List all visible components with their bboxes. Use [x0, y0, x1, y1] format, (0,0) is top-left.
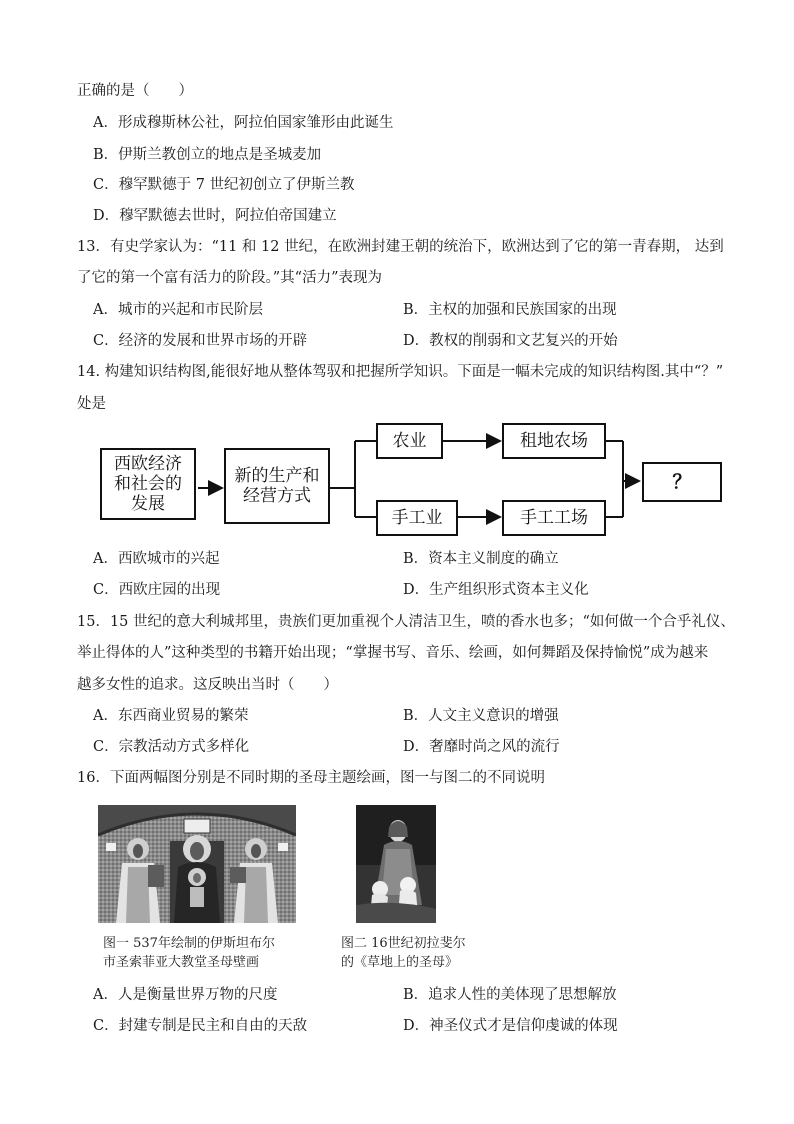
q15-option-d: D．奢靡时尚之风的流行 [403, 739, 560, 755]
q15-stem-line3: 越多女性的追求。这反映出当时（ ） [77, 677, 338, 693]
box2-line2: 经营方式 [243, 486, 311, 506]
box1-line2: 和社会的 [114, 474, 182, 494]
q16-option-a: A．人是衡量世界万物的尺度 [93, 987, 278, 1003]
q15-option-c: C．宗教活动方式多样化 [93, 739, 250, 755]
q14-option-b: B．资本主义制度的确立 [403, 551, 559, 567]
box2-line1: 新的生产和 [234, 466, 320, 486]
q13-stem-line2: 了它的第一个富有活力的阶段。”其“活力”表现为 [77, 270, 382, 286]
q13-option-c: C．经济的发展和世界市场的开辟 [93, 333, 308, 349]
q15-option-a: A．东西商业贸易的繁荣 [93, 708, 249, 724]
figure1-hagia-sophia-mosaic [98, 805, 296, 923]
q12-option-d: D．穆罕默德去世时，阿拉伯帝国建立 [93, 208, 337, 224]
q14-stem-line1: 14. 构建知识结构图,能很好地从整体驾驭和把握所学知识。下面是一幅未完成的知识结构图.其中“？” [77, 364, 724, 380]
q12-option-c: C．穆罕默德于 7 世纪初创立了伊斯兰教 [93, 177, 355, 193]
box1-line1: 西欧经济 [114, 454, 182, 474]
figure1-caption-line1: 图一 537年绘制的伊斯坦布尔 [103, 936, 275, 951]
q16-option-d: D．神圣仪式才是信仰虔诚的体现 [403, 1018, 618, 1034]
q14-option-d: D．生产组织形式资本主义化 [403, 582, 589, 598]
figure2-caption-line2: 的《草地上的圣母》 [341, 955, 459, 970]
q13-stem-line1: 13．有史学家认为：“11 和 12 世纪，在欧洲封建王朝的统治下，欧洲达到了它的第一青春期， 达到 [77, 239, 724, 255]
q14-option-c: C．西欧庄园的出现 [93, 582, 221, 598]
q15-stem-line1: 15．15 世纪的意大利城邦里，贵族们更加重视个人清洁卫生，喷的香水也多；“如何做一个合乎礼仪、 [77, 614, 735, 630]
q12-stem-tail: 正确的是（ ） [77, 83, 193, 99]
box-agriculture: 农业 [376, 423, 443, 459]
q13-option-b: B．主权的加强和民族国家的出现 [403, 302, 617, 318]
q16-stem-line1: 16．下面两幅图分别是不同时期的圣母主题绘画，图一与图二的不同说明 [77, 770, 545, 786]
box-handicraft: 手工业 [376, 500, 458, 536]
box-unknown: ？ [642, 462, 722, 502]
figure2-madonna-of-the-meadow [356, 805, 436, 923]
box-western-europe-development [100, 448, 196, 520]
box1-line3: 发展 [131, 494, 165, 514]
box-new-production-methods [224, 448, 330, 524]
q14-stem-line2: 处是 [77, 396, 106, 412]
figure1-caption-line2: 市圣索菲亚大教堂圣母壁画 [103, 955, 260, 970]
box-tenant-farm: 租地农场 [502, 423, 606, 459]
q15-option-b: B．人文主义意识的增强 [403, 708, 559, 724]
box-workshop: 手工工场 [502, 500, 606, 536]
q14-option-a: A．西欧城市的兴起 [93, 551, 220, 567]
q12-option-b: B．伊斯兰教创立的地点是圣城麦加 [93, 147, 322, 163]
q13-option-a: A．城市的兴起和市民阶层 [93, 302, 263, 318]
q16-option-b: B．追求人性的美体现了思想解放 [403, 987, 617, 1003]
q15-stem-line2: 举止得体的人”这种类型的书籍开始出现；“掌握书写、音乐、绘画，如何舞蹈及保持愉悦”成为越来 [77, 645, 709, 661]
figure2-caption-line1: 图二 16世纪初拉斐尔 [341, 936, 466, 951]
q12-option-a: A．形成穆斯林公社，阿拉伯国家雏形由此诞生 [93, 115, 394, 131]
knowledge-structure-diagram [96, 420, 736, 550]
q16-option-c: C．封建专制是民主和自由的天敌 [93, 1018, 308, 1034]
q13-option-d: D．教权的削弱和文艺复兴的开始 [403, 333, 618, 349]
